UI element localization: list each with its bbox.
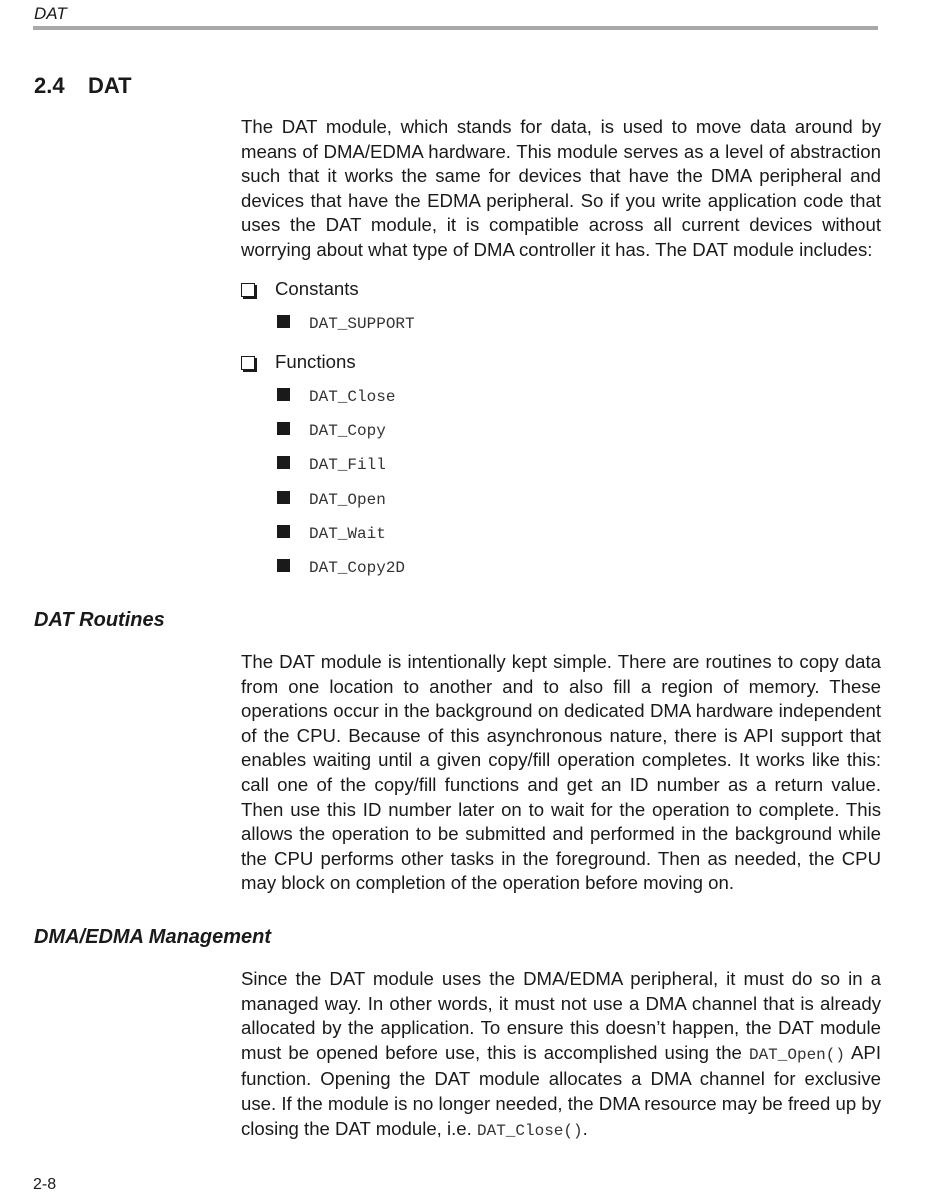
function-item: DAT_Wait	[277, 525, 386, 543]
running-header: DAT	[34, 4, 67, 23]
section-heading	[34, 73, 132, 99]
square-bullet-icon	[277, 422, 290, 435]
constant-item: DAT_SUPPORT	[277, 315, 415, 333]
intro-paragraph: The DAT module, which stands for data, is used to move data around by means of DMA/EDMA hardware. This module serves as a level of abstraction such that it works the same for devices that have the DMA peripheral and devices that have the EDMA peripheral. So if you write application code that uses the DAT module, it is compatible across all current devices without worrying about what type of DMA controller it has. The DAT module includes:	[241, 116, 881, 260]
inline-code: DAT_Close()	[476, 1121, 583, 1140]
function-item: DAT_Copy	[277, 422, 386, 440]
square-bullet-icon	[277, 315, 290, 328]
square-bullet-icon	[277, 388, 290, 401]
function-item: DAT_Fill	[277, 456, 386, 474]
routines-paragraph: The DAT module is intentionally kept simple. There are routines to copy data from one location to another and to also fill a region of memory. These operations occur in the background on dedicated DMA hardware independent of the CPU. Because of this asynchronous nature, there is API support that enables waiting until a given copy/fill operation completes. It works like this: call one of the copy/fill functions and get an ID number as a return value. Then use this ID number later on to wait for the operation to complete. This allows the operation to be submitted and performed in the background while the CPU performs other tasks in the foreground. Then as needed, the CPU may block on completion of the operation before moving on.	[241, 651, 881, 894]
list-item-constants: Constants	[241, 278, 359, 300]
subheading-dat-routines: DAT Routines	[34, 609, 165, 631]
subheading-dma-management: DMA/EDMA Management	[34, 926, 272, 948]
page-number: 2-8	[33, 1176, 57, 1193]
checkbox-bullet-icon	[241, 356, 255, 370]
function-item: DAT_Open	[277, 491, 386, 509]
management-paragraph: Since the DAT module uses the DMA/EDMA peripheral, it must do so in a managed way. In other words, it must not use a DMA channel that is already allocated by the application. To ensure this doesn’t happen, the DAT module must be opened before use, this is accomplished using the DAT_Open() API function. Opening the DAT module allocates a DMA channel for exclusive use. If the module is no longer needed, the DMA resource may be freed up by closing the DAT module, i.e. DAT_Close().	[241, 968, 881, 1140]
section-title-text: DAT	[88, 73, 132, 98]
checkbox-bullet-icon	[241, 283, 255, 297]
square-bullet-icon	[277, 525, 290, 538]
section-number: 2.4	[34, 73, 65, 98]
inline-code: DAT_Open()	[748, 1045, 845, 1064]
square-bullet-icon	[277, 456, 290, 469]
list-item-functions: Functions	[241, 351, 356, 373]
function-item: DAT_Copy2D	[277, 559, 405, 577]
header-rule	[33, 26, 878, 30]
square-bullet-icon	[277, 559, 290, 572]
function-item: DAT_Close	[277, 388, 395, 406]
square-bullet-icon	[277, 491, 290, 504]
